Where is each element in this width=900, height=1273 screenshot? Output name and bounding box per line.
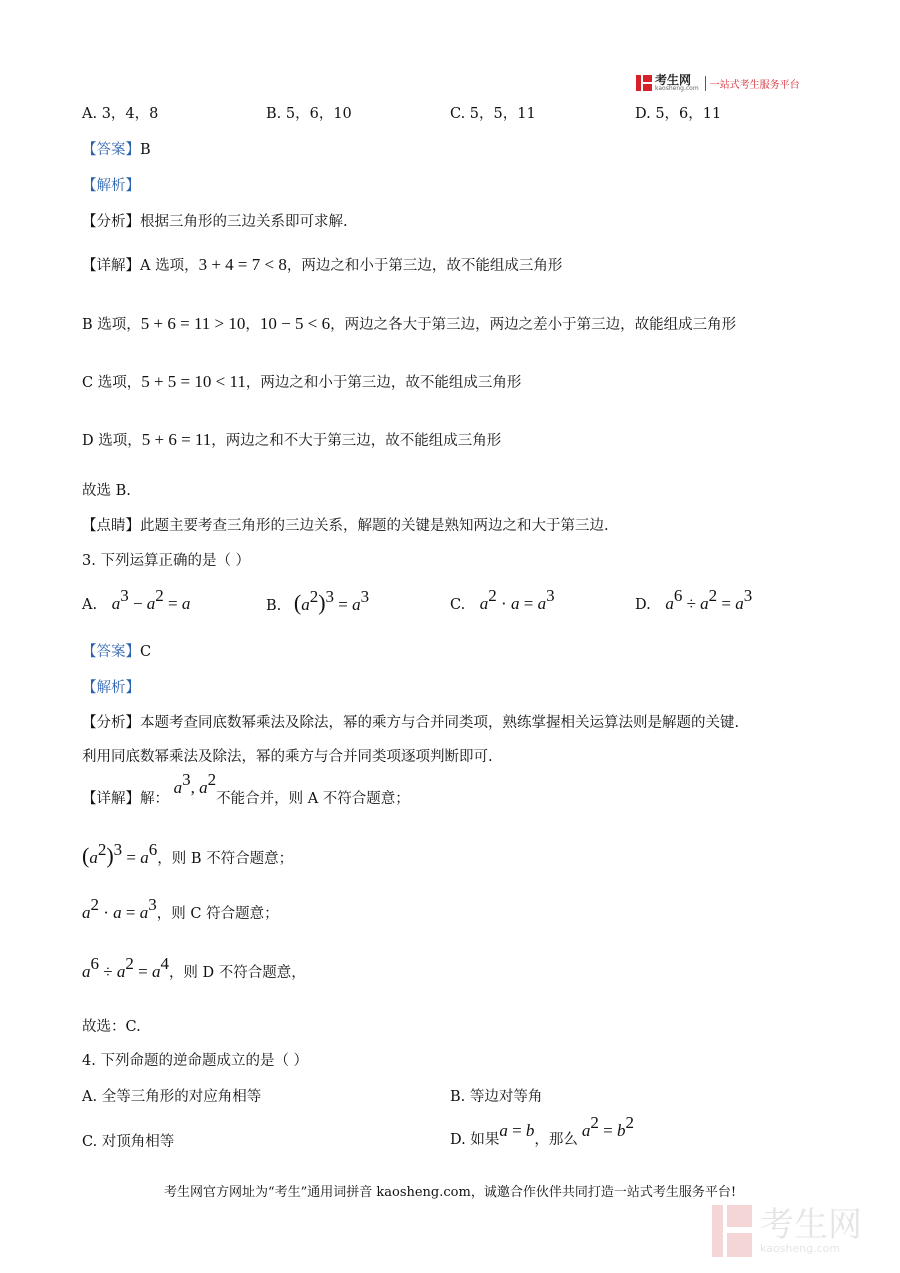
q2-option-a: A. 3，4，8 <box>82 106 159 122</box>
q4-option-a: A. 全等三角形的对应角相等 <box>82 1089 262 1105</box>
header-logo <box>636 74 800 92</box>
detail-c-text: ，两边之和小于第三边，故不能组成三角形 <box>245 375 522 391</box>
logo-slogan: 一站式考生服务平台 <box>705 76 800 91</box>
q3-conclusion: 故选：C. <box>82 1019 141 1035</box>
fenxi-text: 本题考查同底数幂乘法及除法，幂的乘方与合并同类项，熟练掌握相关运算法则是解题的关键. <box>140 715 740 731</box>
detail-b-text: ，则 B 不符合题意； <box>157 851 294 867</box>
detail-b-math1: 5 + 6 = 11 > 10 <box>140 314 246 333</box>
detail-tag: 【详解】 <box>82 791 140 807</box>
answer-tag: 【答案】 <box>82 644 140 660</box>
dianjing-tag: 【点睛】 <box>82 518 140 534</box>
logo-url: kaosheng.com <box>655 85 699 92</box>
detail-c-math: 5 + 5 = 10 < 11 <box>141 372 246 391</box>
detail-c-prefix: C 选项， <box>82 375 142 391</box>
q3-option-a: A. $a^3 - a^2 = a$ <box>82 586 191 613</box>
q3-fenxi-line2: 利用同底数幂乘法及除法，幂的乘方与合并同类项逐项判断即可. <box>82 749 493 765</box>
detail-tag: 【详解】 <box>82 258 140 274</box>
q2-dianjing <box>82 514 609 535</box>
q4-option-b: B. 等边对等角 <box>450 1089 543 1105</box>
q3-option-d: D. $a^6 \div a^2 = a^3$ <box>635 586 753 613</box>
q2-option-b: B. 5，6，10 <box>266 106 352 122</box>
fenxi-tag: 【分析】 <box>82 214 140 230</box>
q3-detail-c: $a^2 \cdot a = a^3$，则 C 符合题意； <box>82 895 279 922</box>
q2-detail-c <box>82 371 521 392</box>
detail-intro: 解： <box>140 791 169 807</box>
q3-answer <box>82 640 151 661</box>
detail-a-math: 3 + 4 = 7 < 8 <box>198 255 287 274</box>
option-label: C. <box>450 597 466 613</box>
watermark-logo <box>712 1205 862 1257</box>
answer-value: C <box>140 644 152 660</box>
answer-value: B <box>140 142 151 158</box>
q3-fenxi-line1 <box>82 711 739 732</box>
detail-d-text: ，两边之和不大于第三边，故不能组成三角形 <box>211 433 502 449</box>
q2-analysis-tag: 【解析】 <box>82 178 140 194</box>
option-label: A. <box>82 597 98 613</box>
q2-detail-a <box>82 254 562 275</box>
detail-d-math: 5 + 6 = 11 <box>141 430 212 449</box>
q4-option-c: C. 对顶角相等 <box>82 1134 175 1150</box>
logo-icon <box>636 75 652 91</box>
q4-option-d: D. 如果a = b，那么 $a^2 = b^2$ <box>450 1113 635 1148</box>
detail-a-text: ，两边之和小于第三边，故不能组成三角形 <box>286 258 563 274</box>
q2-answer <box>82 138 151 159</box>
detail-d-prefix: D 选项， <box>82 433 142 449</box>
q2-option-d: D. 5，6，11 <box>635 106 722 122</box>
detail-b-text: ，两边之各大于第三边，两边之差小于第三边，故能组成三角形 <box>330 317 737 333</box>
fenxi-text: 根据三角形的三边关系即可求解. <box>140 214 348 230</box>
q3-analysis-tag: 【解析】 <box>82 680 140 696</box>
detail-a-prefix: A 选项， <box>140 258 199 274</box>
watermark-icon <box>712 1205 752 1257</box>
option-d-mid: ，那么 <box>534 1132 578 1148</box>
detail-b-prefix: B 选项， <box>82 317 141 333</box>
q3-detail-a: 【详解】解： $a^3$, $a^2$不能合并，则 A 不符合题意； <box>82 770 410 807</box>
detail-c-text: ，则 C 符合题意； <box>156 906 279 922</box>
detail-b-sep: ， <box>245 317 260 333</box>
q4-stem: 4. 下列命题的逆命题成立的是（ ） <box>82 1053 309 1069</box>
q2-detail-d <box>82 429 501 450</box>
option-label: B. <box>266 598 282 614</box>
detail-b-math2: 10 − 5 < 6 <box>259 314 331 333</box>
watermark-url: kaosheng.com <box>760 1241 841 1255</box>
option-d-prefix: D. 如果 <box>450 1132 500 1148</box>
fenxi-tag: 【分析】 <box>82 715 140 731</box>
option-label: D. <box>635 597 651 613</box>
watermark-name: 考生网 <box>760 1204 862 1245</box>
q3-option-c: C. $a^2 \cdot a = a^3$ <box>450 586 555 613</box>
q3-detail-b: $(a^2)^3 = a^6$，则 B 不符合题意； <box>82 840 294 868</box>
detail-a-text: 不能合并，则 A 不符合题意； <box>216 791 410 807</box>
page-footer: 考生网官方网址为“考生”通用词拼音 kaosheng.com，诚邀合作伙伴共同打造一站式考生服务平台! <box>163 1185 737 1200</box>
q2-detail-b <box>82 313 736 334</box>
answer-tag: 【答案】 <box>82 142 140 158</box>
q3-detail-d: $a^6 \div a^2 = a^4$，则 D 不符合题意， <box>82 954 306 981</box>
q3-option-b: B. $(a^2)^3 = a^3$ <box>266 587 370 615</box>
q3-stem: 3. 下列运算正确的是（ ） <box>82 553 251 569</box>
detail-d-text: ，则 D 不符合题意， <box>168 965 306 981</box>
dianjing-text: 此题主要考查三角形的三边关系，解题的关键是熟知两边之和大于第三边. <box>140 518 609 534</box>
q2-conclusion: 故选 B. <box>82 483 131 499</box>
logo-name: 考生网 <box>655 73 692 87</box>
q2-option-c: C. 5，5，11 <box>450 106 536 122</box>
q2-fenxi <box>82 210 348 231</box>
